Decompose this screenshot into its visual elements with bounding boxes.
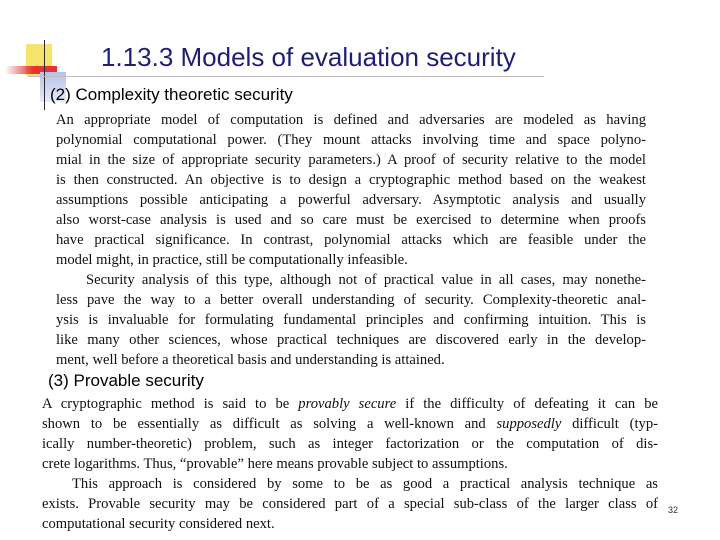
scanned-text-complexity xyxy=(56,110,646,370)
text-line: This approach is considered by some to be as good a practical analysis technique as xyxy=(72,476,658,492)
text-line xyxy=(42,394,658,414)
text-fragment: A cryptographic method is said to be xyxy=(42,396,299,412)
text-line: also worst-case analysis is used and so care must be exercised to determine when proofs xyxy=(56,212,646,228)
text-line: crete logarithms. Thus, “provable” here means provable subject to assumptions. xyxy=(42,456,508,472)
scanned-text-provable xyxy=(42,394,658,534)
text-line: ment, well before a theoretical basis and understanding is attained. xyxy=(56,352,445,368)
title-underline xyxy=(28,76,544,77)
page-number: 32 xyxy=(668,505,679,515)
text-line: computational security considered next. xyxy=(42,516,275,532)
emphasis-provably-secure: provably secure xyxy=(298,396,397,412)
text-fragment: if the difficulty of defeating it can be xyxy=(396,396,658,412)
text-line: mial in the size of appropriate security parameters.) A proof of security relative to the model xyxy=(56,152,646,168)
text-line xyxy=(42,414,658,434)
text-line: assumptions possible anticipating a powerful adversary. Asymptotic analysis and usually xyxy=(56,192,646,208)
text-line: is then constructed. An objective is to design a cryptographic method based on the weakest xyxy=(56,172,646,188)
text-line: Security analysis of this type, although not of practical value in all cases, may nonethe- xyxy=(86,272,646,288)
text-line: have practical significance. In contrast, polynomial attacks which are feasible under the xyxy=(56,232,646,248)
text-line: like many other sciences, whose practical techniques are discovered early in the develop- xyxy=(56,332,646,348)
text-fragment: shown to be essentially as difficult as solving a well-known and xyxy=(42,416,497,432)
text-line: model might, in practice, still be computationally infeasible. xyxy=(56,252,408,268)
text-line: ysis is invaluable for formulating fundamental principles and confirming intuition. This is xyxy=(56,312,646,328)
text-line: An appropriate model of computation is defined and adversaries are modeled as having xyxy=(56,112,646,128)
slide-title: 1.13.3 Models of evaluation security xyxy=(101,42,516,72)
section-heading-complexity: (2) Complexity theoretic security xyxy=(50,85,293,104)
text-fragment: difficult (typ- xyxy=(561,416,658,432)
text-line: polynomial computational power. (They mount attacks involving time and space polyno- xyxy=(56,132,646,148)
title-decoration-vertical-line xyxy=(44,40,45,110)
section-heading-provable: (3) Provable security xyxy=(48,371,204,390)
text-line: ically number-theoretic) problem, such as integer factorization or the computation of dis- xyxy=(42,436,658,452)
emphasis-supposedly: supposedly xyxy=(496,416,562,432)
text-line: exists. Provable security may be considered part of a special sub-class of the larger class of xyxy=(42,496,658,512)
text-line: less pave the way to a better overall understanding of security. Complexity-theoretic anal- xyxy=(56,292,646,308)
